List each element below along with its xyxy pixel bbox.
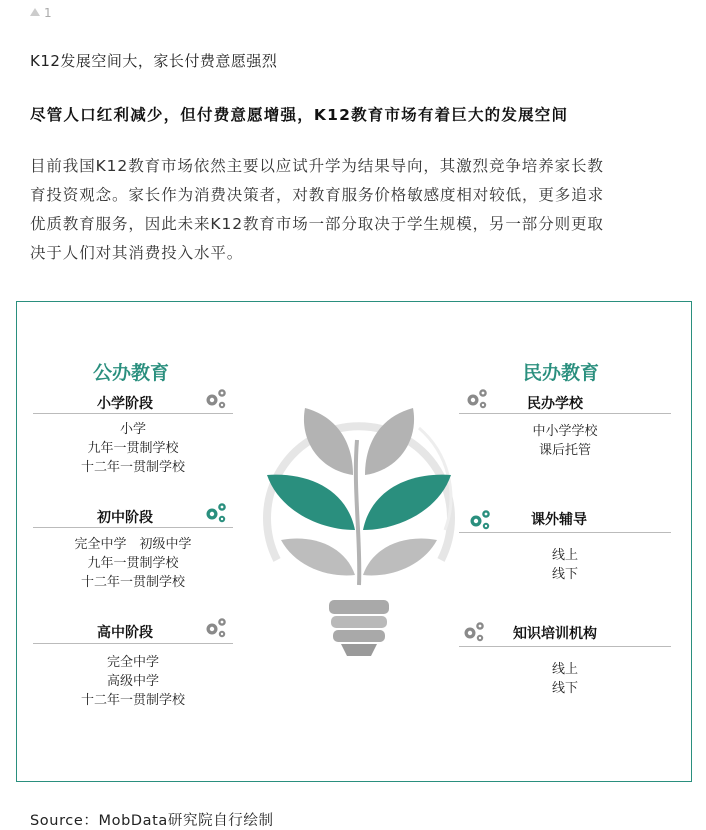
bulb-base-ring xyxy=(333,630,385,642)
gear-icon xyxy=(203,616,229,640)
stage-items xyxy=(459,660,671,698)
stage-title: 课外辅导 xyxy=(531,512,587,528)
stage-items xyxy=(33,653,233,710)
divider xyxy=(33,413,233,414)
list-item: 课后托管 xyxy=(538,443,591,458)
stage-items xyxy=(459,422,671,460)
divider xyxy=(459,532,671,533)
list-item: 十二年一贯制学校 xyxy=(80,575,185,590)
education-infographic xyxy=(16,301,692,782)
section-heading: 尽管人口红利减少，但付费意愿增强，K12教育市场有着巨大的发展空间 xyxy=(30,106,569,124)
right-column-title: 民办教育 xyxy=(523,362,600,384)
list-item: 九年一贯制学校 xyxy=(87,556,179,571)
leaf-gray xyxy=(281,538,355,575)
leaf-teal xyxy=(363,475,451,530)
list-item: 九年一贯制学校 xyxy=(87,441,179,456)
list-item: 线下 xyxy=(551,681,578,696)
stage-items xyxy=(33,535,233,592)
list-item: 线上 xyxy=(551,548,578,563)
bulb-base-ring xyxy=(331,616,387,628)
stage-title: 小学阶段 xyxy=(97,396,153,412)
stem xyxy=(356,440,359,585)
list-item: 线上 xyxy=(551,662,578,677)
lightbulb-leaves-illustration xyxy=(249,380,469,670)
bulb-base-ring xyxy=(329,600,389,614)
list-item: 小学 xyxy=(119,422,146,437)
section-subtitle: K12发展空间大，家长付费意愿强烈 xyxy=(30,52,278,70)
paragraph-line: 优质教育服务，因此未来K12教育市场一部分取决于学生规模，另一部分则更取 xyxy=(30,215,604,233)
stage-title: 民办学校 xyxy=(527,396,583,412)
paragraph-line: 目前我国K12教育市场依然主要以应试升学为结果导向，其激烈竞争培养家长教 xyxy=(30,157,604,175)
stage-items xyxy=(33,420,233,477)
stage-title: 初中阶段 xyxy=(97,510,153,526)
leaf-gray xyxy=(363,538,437,575)
stage-title: 知识培训机构 xyxy=(513,626,597,642)
paragraph-line: 育投资观念。家长作为消费决策者，对教育服务价格敏感度相对较低，更多追求 xyxy=(30,186,605,204)
list-item: 完全中学 xyxy=(106,655,159,670)
gear-icon xyxy=(203,501,229,525)
list-item: 十二年一贯制学校 xyxy=(80,460,185,475)
list-item: 高级中学 xyxy=(106,674,159,689)
leaf-gray xyxy=(304,408,353,475)
paragraph-line: 决于人们对其消费投入水平。 xyxy=(30,244,244,262)
divider xyxy=(459,413,671,414)
bulb-tip xyxy=(341,644,377,656)
list-item: 线下 xyxy=(551,567,578,582)
source-caption: Source：MobData研究院自行绘制 xyxy=(30,813,274,829)
triangle-icon xyxy=(30,8,40,16)
list-item: 完全中学 初级中学 xyxy=(74,537,192,552)
list-marker: 1 xyxy=(30,6,52,20)
stage-title: 高中阶段 xyxy=(97,625,153,641)
list-item: 十二年一贯制学校 xyxy=(80,693,185,708)
divider xyxy=(33,527,233,528)
divider xyxy=(459,646,671,647)
body-paragraph xyxy=(30,152,690,268)
divider xyxy=(33,643,233,644)
list-item: 中小学学校 xyxy=(532,424,598,439)
stage-items xyxy=(459,546,671,584)
gear-icon xyxy=(203,387,229,411)
left-column-title: 公办教育 xyxy=(93,362,170,384)
leaf-teal xyxy=(267,475,355,530)
gear-icon xyxy=(467,508,493,532)
leaf-gray xyxy=(365,408,414,475)
